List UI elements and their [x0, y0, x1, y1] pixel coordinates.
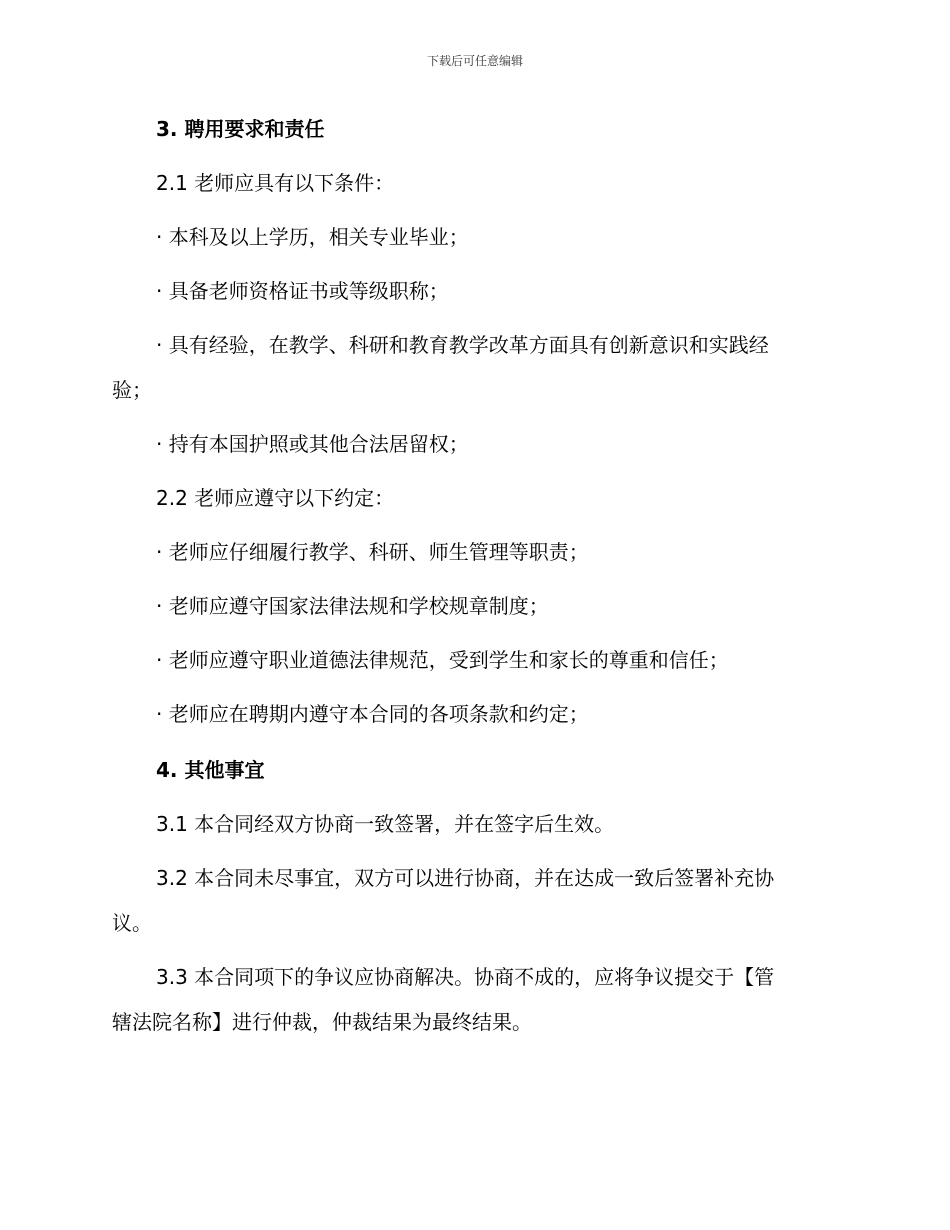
list-item: · 具有经验，在教学、科研和教育教学改革方面具有创新意识和实践经 — [156, 333, 769, 357]
clause-3-3: 3.3 本合同项下的争议应协商解决。协商不成的，应将争议提交于【管 — [156, 965, 775, 989]
list-item-continuation: 验； — [112, 378, 152, 402]
list-item: · 持有本国护照或其他合法居留权； — [156, 432, 469, 456]
clause-2-1: 2.1 老师应具有以下条件： — [156, 171, 395, 195]
list-item: · 老师应遵守国家法律法规和学校规章制度； — [156, 594, 549, 618]
clause-2-2: 2.2 老师应遵守以下约定： — [156, 486, 395, 510]
section-3-heading: 3. 聘用要求和责任 — [156, 117, 325, 141]
clause-3-1: 3.1 本合同经双方协商一致签署，并在签字后生效。 — [156, 812, 615, 836]
list-item: · 老师应遵守职业道德法律规范，受到学生和家长的尊重和信任； — [156, 648, 729, 672]
section-4-heading: 4. 其他事宜 — [156, 758, 265, 782]
page-header: 下载后可任意编辑 — [426, 54, 523, 68]
list-item: · 本科及以上学历，相关专业毕业； — [156, 225, 469, 249]
list-item: · 老师应在聘期内遵守本合同的各项条款和约定； — [156, 702, 589, 726]
list-item: · 老师应仔细履行教学、科研、师生管理等职责； — [156, 540, 589, 564]
clause-3-2: 3.2 本合同未尽事宜，双方可以进行协商，并在达成一致后签署补充协 — [156, 866, 775, 890]
list-item: · 具备老师资格证书或等级职称； — [156, 279, 449, 303]
clause-3-3-continuation: 辖法院名称】进行仲裁，仲裁结果为最终结果。 — [112, 1010, 532, 1034]
clause-3-2-continuation: 议。 — [112, 911, 152, 935]
